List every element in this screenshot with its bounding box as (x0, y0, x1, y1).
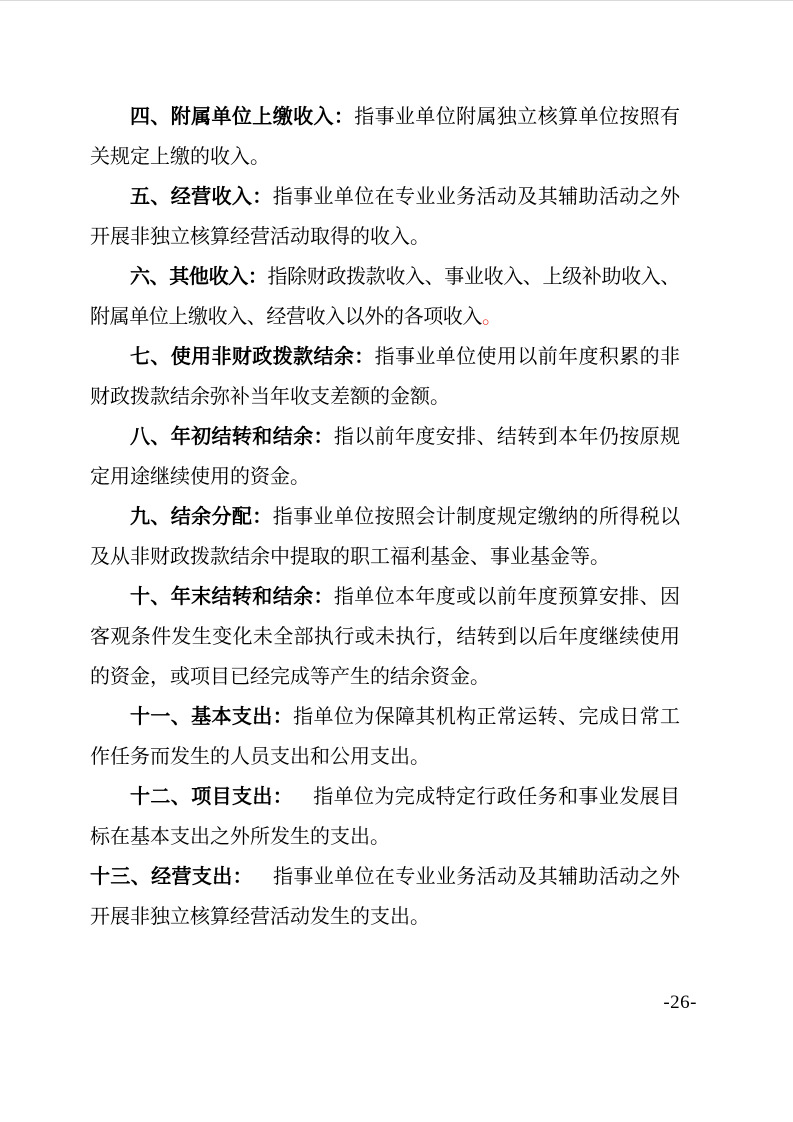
definition-9 (90, 497, 680, 577)
definition-10 (90, 577, 680, 697)
definition-6 (90, 257, 680, 337)
definition-8 (90, 417, 680, 497)
definition-5-body: 指事业单位在专业业务活动及其辅助活动之外开展非独立核算经营活动取得的收入。 (90, 186, 681, 248)
page-number: -26- (663, 992, 697, 1013)
definition-12-term: 十二、项目支出： (130, 786, 294, 808)
definition-9-body: 指事业单位按照会计制度规定缴纳的所得税以及从非财政拨款结余中提取的职工福利基金、事业基金等。 (90, 506, 681, 568)
definition-13-body: 指事业单位在专业业务活动及其辅助活动之外开展非独立核算经营活动发生的支出。 (90, 866, 681, 928)
definition-4-body: 指事业单位附属独立核算单位按照有关规定上缴的收入。 (90, 106, 681, 168)
definition-6-red-period: 。 (482, 306, 502, 328)
definition-7-body: 指事业单位使用以前年度积累的非财政拨款结余弥补当年收支差额的金额。 (90, 346, 681, 408)
definition-5-term: 五、经营收入： (130, 186, 273, 208)
definition-6-term: 六、其他收入： (130, 266, 268, 288)
definition-10-body: 指单位本年度或以前年度预算安排、因客观条件发生变化未全部执行或未执行，结转到以后年度继续使用的资金，或项目已经完成等产生的结余资金。 (90, 586, 681, 688)
definition-9-term: 九、结余分配： (130, 506, 273, 528)
definition-11-body: 指单位为保障其机构正常运转、完成日常工作任务而发生的人员支出和公用支出。 (90, 706, 681, 768)
definition-12-body: 指单位为完成特定行政任务和事业发展目标在基本支出之外所发生的支出。 (90, 786, 681, 848)
definition-7-term: 七、使用非财政拨款结余： (130, 346, 375, 368)
definition-4 (90, 97, 680, 177)
definition-7 (90, 337, 680, 417)
definition-4-term: 四、附属单位上缴收入： (130, 106, 355, 128)
definition-11-term: 十一、基本支出： (130, 706, 294, 728)
definition-5 (90, 177, 680, 257)
definition-13-term: 十三、经营支出： (90, 866, 253, 888)
definition-6-body: 指除财政拨款收入、事业收入、上级补助收入、附属单位上缴收入、经营收入以外的各项收入 (90, 266, 680, 328)
definition-10-term: 十、年末结转和结余： (130, 586, 334, 608)
definition-11 (90, 697, 680, 777)
definition-8-body: 指以前年度安排、结转到本年仍按原规定用途继续使用的资金。 (90, 426, 681, 488)
definition-13 (90, 857, 680, 937)
definition-12 (90, 777, 680, 857)
definition-8-term: 八、年初结转和结余： (130, 426, 334, 448)
